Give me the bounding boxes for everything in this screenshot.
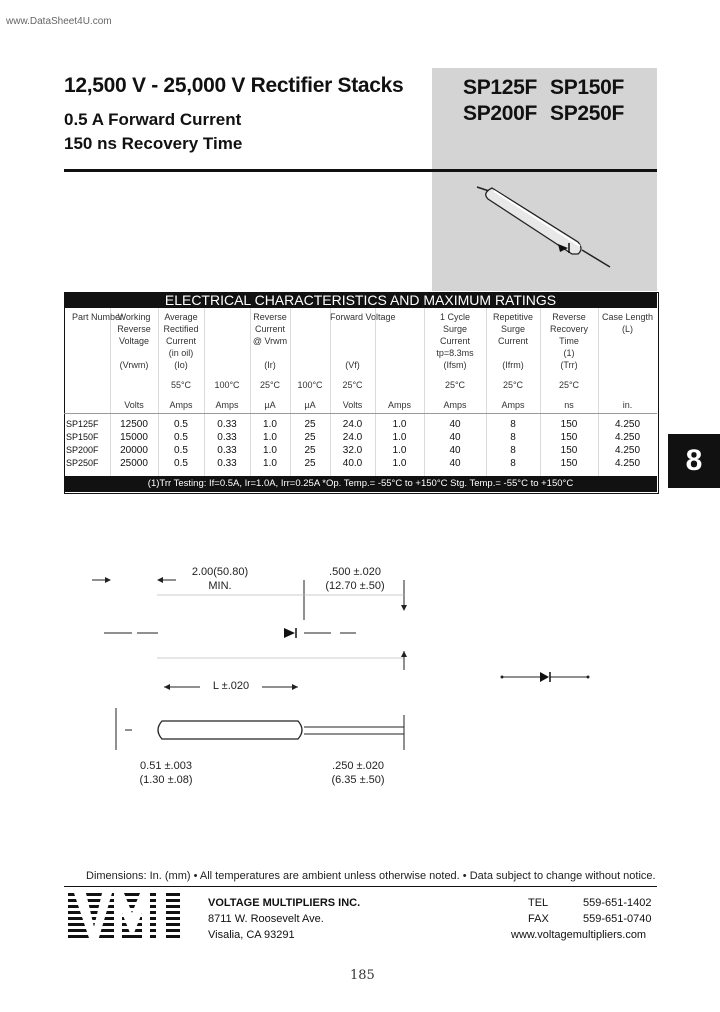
lead-right: [582, 250, 610, 267]
lead-min-label: MIN.: [208, 580, 232, 592]
column-unit: µA: [304, 400, 316, 410]
tel-value: 559-651-1402: [583, 897, 652, 909]
column-header: 1 Cycle Surge Current tp=8.3ms (Ifsm): [436, 312, 474, 370]
table-cell: 150: [560, 458, 578, 469]
table-cell: 40: [449, 445, 461, 456]
table-cell: 150: [560, 432, 578, 443]
column-header: Working Reverse Voltage (Vrwm): [117, 312, 151, 370]
fax-value: 559-651-0740: [583, 913, 652, 925]
stack-body: [486, 188, 581, 254]
table-cell: 0.5: [174, 432, 188, 443]
table-cell: 1.0: [392, 458, 407, 469]
part-number-sp125f: SP125F: [463, 76, 538, 99]
column-header: Part Number: [72, 312, 124, 322]
table-cell: 0.33: [217, 458, 237, 469]
table-cell: 25: [304, 432, 316, 443]
lead-dia-in-label: 0.51 ±.003: [140, 760, 192, 772]
table-cell: 4.250: [614, 445, 641, 456]
table-cell: 0.33: [217, 419, 237, 430]
column-unit: Amps: [501, 400, 525, 410]
diode-symbol-icon: [284, 628, 295, 638]
table-cell: 4.250: [614, 419, 641, 430]
column-header: Forward Voltage (Vf): [330, 312, 396, 370]
row-part-number: SP250F: [66, 458, 99, 468]
company-website-link[interactable]: www.voltagemultipliers.com: [511, 929, 647, 941]
column-unit: Amps: [387, 400, 411, 410]
table-cell: 40: [449, 432, 461, 443]
table-cell: 0.5: [174, 458, 188, 469]
table-cell: 4.250: [614, 458, 641, 469]
table-cell: 0.5: [174, 419, 188, 430]
column-unit: Amps: [169, 400, 193, 410]
column-unit: Amps: [443, 400, 467, 410]
table-title: ELECTRICAL CHARACTERISTICS AND MAXIMUM RATINGS: [64, 292, 657, 308]
header-separator: [64, 413, 657, 414]
table-cell: 0.33: [217, 445, 237, 456]
page-title: 12,500 V - 25,000 V Rectifier Stacks: [64, 74, 404, 97]
column-unit: µA: [264, 400, 276, 410]
section-tab: 8: [668, 434, 720, 488]
column-condition: 25°C: [444, 380, 466, 390]
column-unit: ns: [564, 400, 574, 410]
table-cell: 150: [560, 445, 578, 456]
lead-length-label: 2.00(50.80): [191, 566, 249, 578]
dimensions-note: Dimensions: In. (mm) • All temperatures are ambient unless otherwise noted. • Data subject to change without notice.: [86, 870, 656, 882]
column-condition: 25°C: [259, 380, 281, 390]
fax-label: FAX: [528, 913, 549, 925]
vmi-logo: [68, 893, 180, 941]
table-cell: 20000: [120, 445, 148, 456]
table-cell: 4.250: [614, 432, 641, 443]
part-number-sp150f: SP150F: [550, 76, 625, 99]
row-part-number: SP150F: [66, 432, 99, 442]
column-header: Reverse Current @ Vrwm (Ir): [252, 312, 288, 370]
table-cell: 15000: [120, 432, 148, 443]
page-number: 185: [350, 968, 375, 983]
part-number-sp200f: SP200F: [463, 102, 538, 125]
column-condition: 25°C: [342, 380, 363, 390]
column-unit: Volts: [124, 400, 144, 410]
table-cell: 8: [510, 445, 516, 456]
table-cell: 24.0: [342, 432, 363, 443]
column-condition: 25°C: [502, 380, 524, 390]
body-dia-in-label: .250 ±.020: [332, 760, 384, 772]
body-outline: [158, 721, 302, 739]
table-cell: 1.0: [263, 419, 277, 430]
table-cell: 25: [304, 458, 316, 469]
column-condition: 25°C: [558, 380, 580, 390]
column-header: Average Rectified Current (in oil) (Io): [163, 312, 199, 370]
body-length-label: L ±.020: [212, 680, 250, 692]
column-condition: 100°C: [214, 380, 240, 390]
table-cell: 1.0: [392, 419, 407, 430]
table-footnote: (1)Trr Testing: If=0.5A, Ir=1.0A, Irr=0.25A *Op. Temp.= -55°C to +150°C Stg. Temp.= -55°C to +150°C: [64, 476, 657, 492]
row-part-number: SP125F: [66, 419, 99, 429]
lead-dia-mm-label: (1.30 ±.08): [139, 774, 193, 786]
table-cell: 24.0: [342, 419, 363, 430]
schematic-diode-icon: [540, 672, 549, 682]
table-cell: 1.0: [263, 432, 277, 443]
table-cell: 40: [449, 419, 461, 430]
column-header: Reverse Recovery Time (1) (Trr): [549, 312, 588, 370]
table-cell: 40: [449, 458, 461, 469]
column-unit: Amps: [215, 400, 239, 410]
table-cell: 1.0: [392, 432, 407, 443]
height-mm-label: (12.70 ±.50): [325, 580, 385, 592]
tel-label: TEL: [528, 897, 549, 909]
table-cell: 8: [510, 432, 516, 443]
recovery-time-subtitle: 150 ns Recovery Time: [64, 134, 243, 153]
table-cell: 1.0: [263, 458, 277, 469]
company-name: VOLTAGE MULTIPLIERS INC.: [208, 897, 361, 909]
forward-current-subtitle: 0.5 A Forward Current: [64, 110, 242, 129]
table-cell: 1.0: [392, 445, 407, 456]
table-cell: 8: [510, 419, 516, 430]
column-header: Case Length (L): [601, 312, 654, 334]
column-condition: 100°C: [297, 380, 323, 390]
table-cell: 8: [510, 458, 516, 469]
company-address-line1: 8711 W. Roosevelt Ave.: [208, 913, 324, 925]
table-cell: 32.0: [342, 445, 363, 456]
table-cell: 25: [304, 419, 316, 430]
table-cell: 0.5: [174, 445, 188, 456]
column-condition: 55°C: [170, 380, 192, 390]
row-part-number: SP200F: [66, 445, 99, 455]
table-cell: 25: [304, 445, 316, 456]
watermark-text: www.DataSheet4U.com: [6, 16, 112, 27]
stack-highlight: [494, 191, 580, 246]
table-cell: 25000: [120, 458, 148, 469]
column-unit: in.: [622, 400, 633, 410]
table-cell: 150: [560, 419, 578, 430]
table-cell: 1.0: [263, 445, 277, 456]
body-dia-mm-label: (6.35 ±.50): [331, 774, 385, 786]
table-cell: 40.0: [342, 458, 363, 469]
part-number-sp250f: SP250F: [550, 102, 625, 125]
column-unit: Volts: [342, 400, 363, 410]
table-cell: 0.33: [217, 432, 237, 443]
company-address-line2: Visalia, CA 93291: [208, 929, 295, 941]
height-in-label: .500 ±.020: [329, 566, 381, 578]
header-divider: [64, 169, 657, 172]
table-cell: 12500: [120, 419, 148, 430]
footer-divider: [64, 886, 657, 887]
column-header: Repetitive Surge Current (Ifrm): [492, 312, 534, 370]
